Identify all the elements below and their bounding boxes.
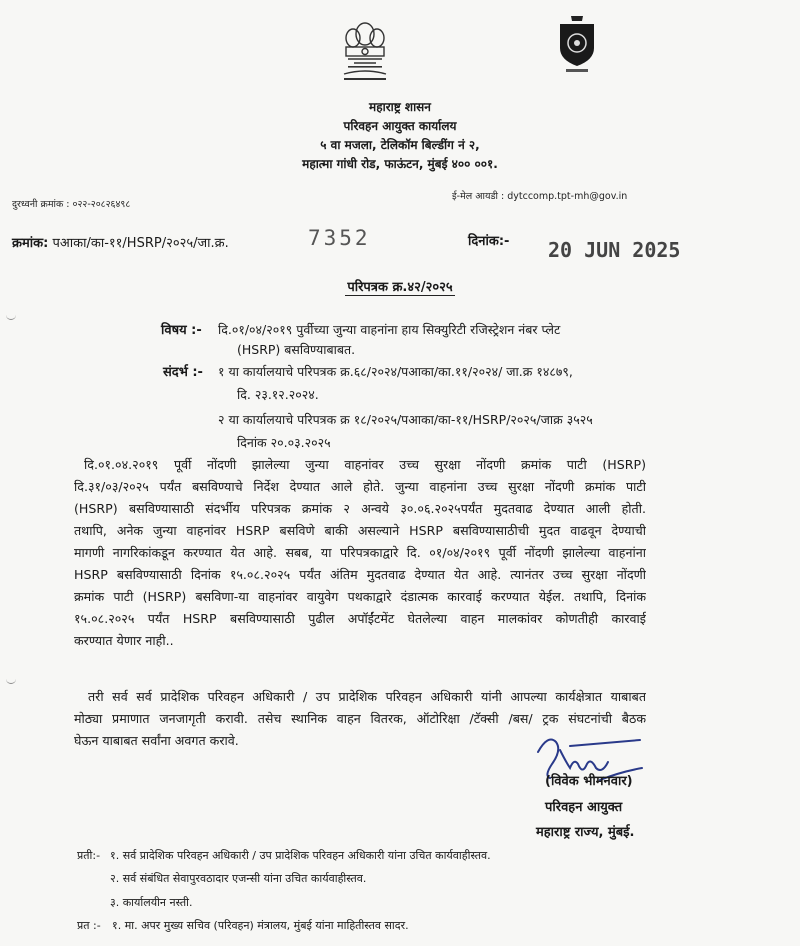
reference-1-line-2: दि. २३.१२.२०२४. (237, 387, 319, 402)
reference-line (12, 233, 229, 251)
body-paragraph-2 (88, 686, 646, 708)
body-paragraph-1-rest (74, 476, 646, 652)
body-line: क्रमांक पाटी (HSRP) बसविणा-या वाहनांवर वायुवेग पथकाद्वारे दंडात्मक कारवाई करण्यात येईल. तथापि, दिनांक (74, 589, 646, 604)
body-line: दि.०१.०४.२०१९ पूर्वी नोंदणी झालेल्या जुन्या वाहनांवर उच्च सुरक्षा नोंदणी क्रमांक पाटी (HSRP) (84, 457, 646, 472)
email-address: ई-मेल आयडी : dytccomp.tpt-mh@gov.in (452, 191, 628, 202)
copy-label: प्रती:- (77, 849, 101, 862)
phone-number: दुरध्वनी क्रमांक : ०२२-२०८२६४९८ (12, 199, 131, 210)
state-emblem-icon (334, 16, 396, 86)
org-line-4: महात्मा गांधी रोड, फाऊंटन, मुंबई ४०० ००१. (302, 157, 498, 171)
copy-to-item-1: १. मा. अपर मुख्य सचिव (परिवहन) मंत्रालय, मुंबई यांना माहितीस्तव सादर. (112, 919, 409, 932)
reference-1-line-1: १ या कार्यालयाचे परिपत्रक क्र.६८/२०२४/पआका/का.११/२०२४/ जा.क्र १४८७९, (218, 364, 573, 379)
references-label: संदर्भ :- (163, 365, 203, 380)
copy-item-2: २. सर्व संबंधित सेवापुरवठादार एजन्सी यांना उचित कार्यवाहीस्तव. (110, 872, 367, 885)
body-line: १५.०८.२०२५ पर्यंत HSRP बसविण्यासाठी पुढील अपॉईंटमेंट घेतलेल्या वाहन मालकांवर कोणतीही कारवाई (74, 611, 646, 626)
date-stamp: 20 JUN 2025 (548, 238, 681, 262)
signatory-place: महाराष्ट्र राज्य, मुंबई. (536, 825, 635, 840)
body-line: घेऊन याबाबत सर्वांना अवगत करावे. (74, 733, 239, 748)
subject-label: विषय :- (161, 323, 202, 338)
circular-title-text: परिपत्रक क्र.४२/२०२५ (347, 280, 453, 295)
body-line: दि.३१/०३/२०२५ पर्यंत बसविण्याचे निर्देश देण्यात आले होते. जुन्या वाहनांना उच्च सुरक्षा नोंदणी क्रमांक पाटी (74, 479, 646, 494)
body-line: तरी सर्व सर्व प्रादेशिक परिवहन अधिकारी / उप प्रादेशिक परिवहन अधिकारी यांनी आपल्या कार्यक्षेत्रात याबाबत (88, 689, 646, 704)
signatory-designation: परिवहन आयुक्त (545, 800, 623, 815)
subject-line-2: (HSRP) बसविण्याबाबत. (237, 342, 356, 357)
reference-2-line-2: दिनांक २०.०३.२०२५ (237, 435, 331, 450)
copy-item-1: १. सर्व प्रादेशिक परिवहन अधिकारी / उप प्रादेशिक परिवहन अधिकारी यांना उचित कार्यवाहीस्तव. (110, 849, 491, 862)
copy-item-3: ३. कार्यालयीन नस्ती. (110, 896, 193, 909)
margin-mark (6, 313, 16, 320)
reference-label: क्रमांक: (12, 236, 49, 251)
body-line: मागणी नागरिकांकडून करण्यात येत आहे. सबब, या परिपत्रकाद्वारे दि. ०१/०४/२०१९ पूर्वी नोंदणी झालेल्या वाहनांना (74, 545, 646, 560)
body-line: HSRP बसविण्यासाठी दिनांक १५.०८.२०२५ पर्यंत अंतिम मुदतवाढ देण्यात येत आहे. त्यानंतर उच्च सुरक्षा नोंदणी (74, 567, 646, 582)
reference-2-line-1: २ या कार्यालयाचे परिपत्रक क्र १८/२०२५/पआका/का-११/HSRP/२०२५/जाक्र ३५२५ (218, 412, 593, 427)
date-label: दिनांक:- (468, 234, 510, 249)
body-line: तथापि, अनेक जुन्या वाहनांवर HSRP बसविणे बाकी असल्याने HSRP बसविण्यासाठीची मुदत वाढवून देण्याची (74, 523, 646, 538)
transport-dept-badge-icon (556, 14, 598, 76)
signatory-name: (विवेक भीमनवार) (545, 774, 633, 789)
body-line: (HSRP) बसविण्यासाठी संदर्भीय परिपत्रक क्रमांक २ अन्वये ३०.०६.२०२५पर्यंत मुदतवाढ देण्यात आली होती. (74, 501, 646, 516)
org-line-1: महाराष्ट्र शासन (369, 100, 431, 114)
circular-title (0, 277, 800, 295)
subject-line-1: दि.०१/०४/२०१९ पुर्वीच्या जुन्या वाहनांना हाय सिक्युरिटी रजिस्ट्रेशन नंबर प्लेट (218, 322, 561, 337)
body-line: मोठ्या प्रमाणात जनजागृती करावी. तसेच स्थानिक वाहन वितरक, ऑटोरिक्षा /टॅक्सी /बस/ ट्रक संघटनांची बैठक (74, 711, 646, 726)
body-paragraph-1 (84, 454, 646, 476)
reference-number: पआका/का-११/HSRP/२०२५/जा.क्र. (52, 236, 229, 251)
body-line: करण्यात येणार नाही.. (74, 633, 174, 648)
margin-mark (6, 677, 16, 684)
org-header (0, 98, 800, 174)
copy-to-label: प्रत :- (77, 919, 101, 932)
org-line-2: परिवहन आयुक्त कार्यालय (343, 119, 457, 133)
handwritten-number: 7352 (308, 226, 371, 250)
handwritten-signature (530, 728, 670, 802)
org-line-3: ५ वा मजला, टेलिकॉम बिल्डींग नं २, (320, 138, 480, 152)
